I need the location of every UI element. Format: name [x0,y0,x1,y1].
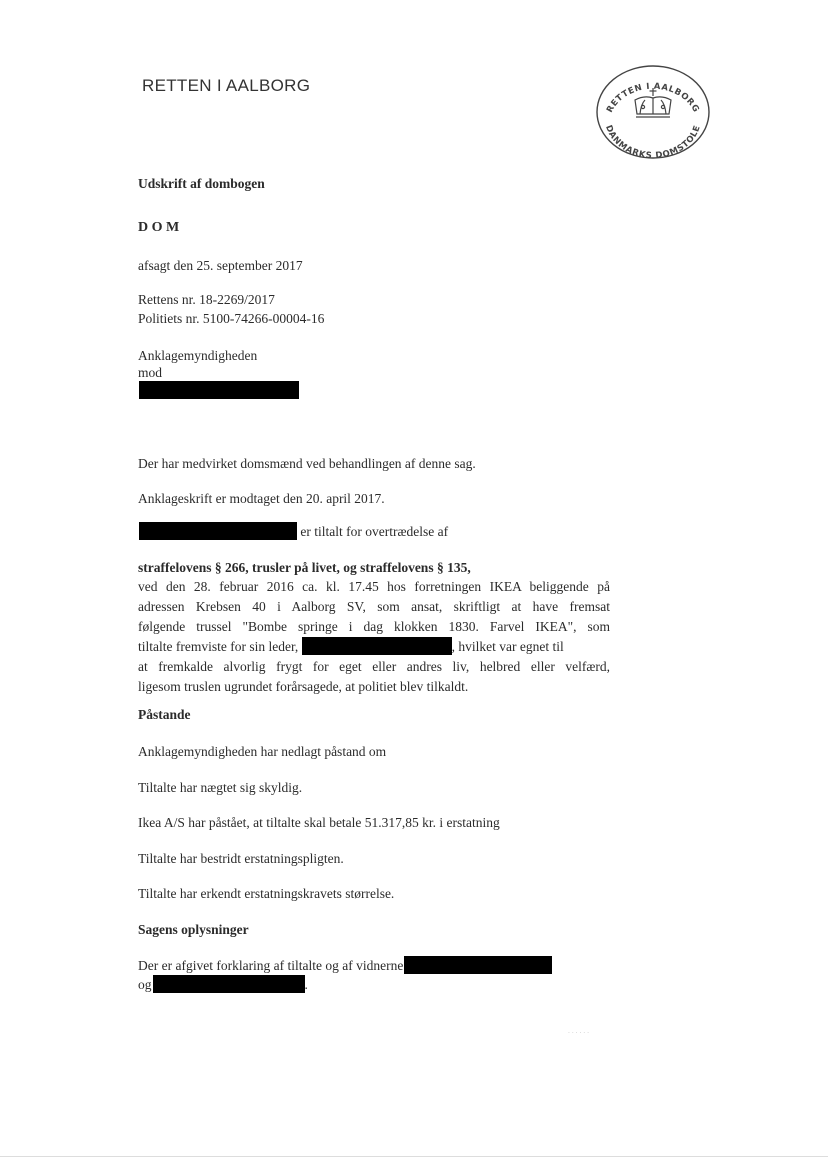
dom-heading: D O M [138,220,180,235]
liability-disputed: Tiltalte har bestridt erstatningspligten. [138,851,344,866]
and-text: og [138,977,152,992]
plea-not-guilty: Tiltalte har nægtet sig skyldig. [138,780,303,795]
bottom-edge-line [0,1156,828,1157]
testimony-line-2 [138,975,308,994]
testimony-text: Der er afgivet forklaring af tiltalte og af vidnerne [138,958,404,973]
police-case-number: Politiets nr. 5100-74266-00004-16 [138,311,325,326]
charge-line: følgende trussel "Bombe springe i dag klokken 1830. Farvel IKEA", som [138,619,610,634]
redacted-witness-name [404,956,552,974]
versus-label: mod [138,365,163,380]
charged-line [139,522,448,541]
redacted-witness-name [153,975,305,993]
verdict-date: afsagt den 25. september 2017 [138,258,303,273]
udskrift-heading: Udskrift af dombogen [138,176,265,191]
charge-heading: straffelovens § 266, trusler på livet, og straffelovens § 135, [138,560,471,575]
court-name: RETTEN I AALBORG [142,76,311,95]
testimony-line [138,956,552,975]
prosecution-party: Anklagemyndigheden [138,348,258,363]
footer-scan-mark: · · · · · · [568,1030,589,1037]
charge-line: adressen Krebsen 40 i Aalborg SV, som ansat, skriftligt at have fremsat [138,599,610,614]
charge-line [138,637,610,657]
claims-heading: Påstande [138,707,191,722]
charge-description [138,577,610,697]
case-info-heading: Sagens oplysninger [138,922,249,937]
lay-judges-statement: Der har medvirket domsmænd ved behandlingen af denne sag. [138,456,476,471]
court-seal-stamp [593,62,713,162]
period-text: . [304,977,308,992]
redacted-defendant-name [139,381,299,399]
charged-text: er tiltalt for overtrædelse af [300,524,449,539]
redacted-name [139,522,297,540]
amount-acknowledged: Tiltalte har erkendt erstatningskravets størrelse. [138,886,395,901]
indictment-received: Anklageskrift er modtaget den 20. april 2017. [138,491,385,506]
court-case-number: Rettens nr. 18-2269/2017 [138,292,275,307]
svg-text:DANMARKS DOMSTOLE: DANMARKS DOMSTOLE [603,123,703,162]
ikea-compensation-claim: Ikea A/S har påstået, at tiltalte skal betale 51.317,85 kr. i erstatning [138,815,500,830]
charge-line-start: tiltalte fremviste for sin leder, [138,639,299,654]
charge-line-end: , hvilket var egnet til [451,639,564,654]
charge-line: ved den 28. februar 2016 ca. kl. 17.45 hos forretningen IKEA beliggende på [138,579,610,594]
redacted-leader-name [302,637,452,655]
svg-text:RETTEN I AALBORG: RETTEN I AALBORG [605,81,701,115]
prosecution-claim: Anklagemyndigheden har nedlagt påstand om [138,744,387,759]
charge-line: ligesom truslen ugrundet forårsagede, at politiet blev tilkaldt. [138,679,469,694]
charge-line: at fremkalde alvorlig frygt for eget eller andres liv, helbred eller velfærd, [138,659,610,674]
